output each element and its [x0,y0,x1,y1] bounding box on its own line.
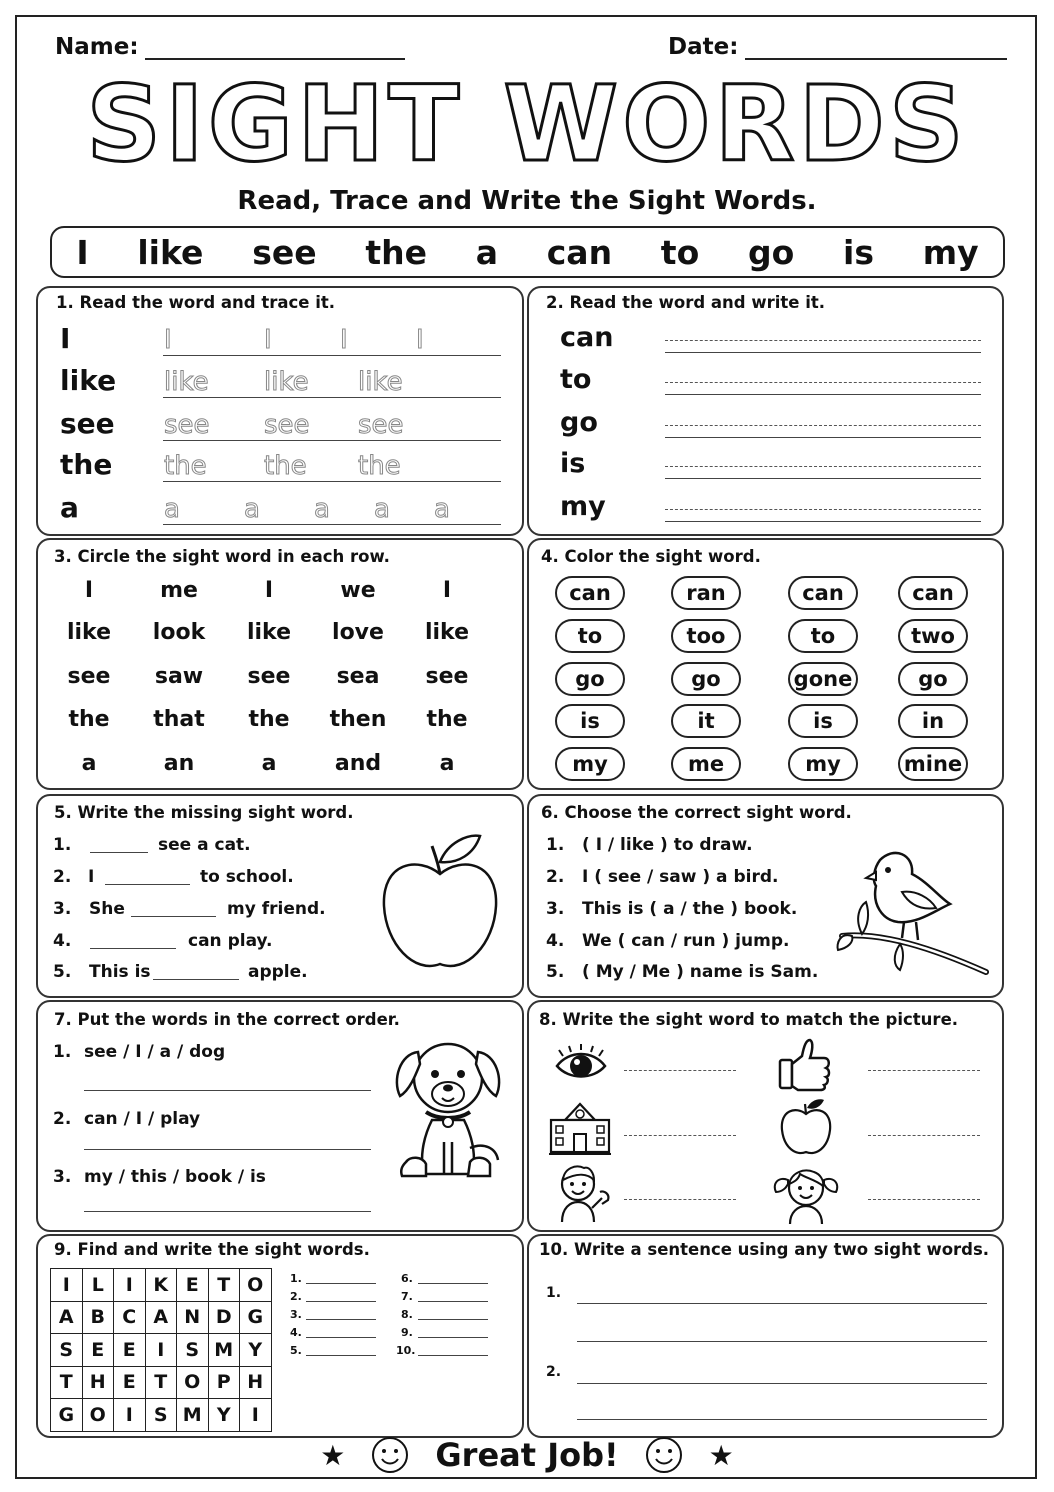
s7-num: 1. [53,1042,72,1062]
answer-line[interactable] [624,1070,736,1071]
grid-letter[interactable]: D [208,1301,240,1334]
grid-letter[interactable]: O [240,1269,272,1302]
trace-text: a [314,494,330,524]
write-word: can [560,322,614,353]
grid-letter[interactable]: K [145,1269,177,1302]
grid-letter[interactable]: T [51,1366,83,1399]
circle-word-option[interactable]: like [424,620,470,645]
answer-line[interactable] [84,1149,371,1150]
s7-text: see / I / a / dog [84,1042,226,1062]
section-9-instruction: 9. Find and write the sight words. [54,1240,370,1259]
s5-text: This is [89,962,151,982]
date-label: Date: [668,34,739,60]
answer-line[interactable] [306,1283,376,1284]
trace-text: like [264,367,309,397]
grid-letter[interactable]: G [51,1399,83,1432]
grid-letter[interactable]: L [82,1269,114,1302]
trace-line[interactable] [163,355,501,356]
answer-line[interactable] [868,1199,980,1200]
blank-line[interactable] [90,948,176,949]
grid-row [51,1334,272,1367]
circle-word-option[interactable]: a [261,751,277,776]
trace-text: like [164,367,209,397]
trace-text: I [164,325,172,355]
grid-letter[interactable]: I [114,1399,146,1432]
color-word-cloud[interactable]: too [671,619,741,653]
word-bank-item: see [252,232,317,272]
s5-text: see a cat. [158,835,251,855]
s7-num: 3. [53,1167,72,1187]
write-line-top[interactable] [665,425,981,426]
grid-letter[interactable]: C [114,1301,146,1334]
color-word-cloud[interactable]: can [555,576,625,610]
trace-text: like [358,367,403,397]
word-bank-item: to [660,232,700,272]
name-label: Name: [55,34,139,60]
section-3-instruction: 3. Circle the sight word in each row. [54,547,390,566]
circle-word-option[interactable]: I [442,578,452,603]
grid-letter[interactable]: O [177,1366,209,1399]
grid-row [51,1366,272,1399]
answer-line[interactable] [84,1090,371,1091]
answer-line[interactable] [624,1135,736,1136]
color-word-cloud[interactable]: mine [898,747,968,781]
grid-letter[interactable]: S [51,1334,83,1367]
grid-letter[interactable]: G [240,1301,272,1334]
answer-line[interactable] [577,1303,987,1304]
word-bank [50,226,1005,278]
grid-letter[interactable]: I [114,1269,146,1302]
section-6-instruction: 6. Choose the correct sight word. [541,803,852,822]
trace-text: see [264,410,310,440]
answer-line[interactable] [306,1319,376,1320]
s10-num: 2. [546,1364,562,1380]
circle-word-option[interactable]: see [247,664,291,689]
circle-word-option[interactable]: look [152,620,206,645]
blank-line[interactable] [153,979,239,980]
trace-text: a [434,494,450,524]
color-word-cloud[interactable]: my [788,747,858,781]
circle-word-option[interactable]: we [340,578,376,603]
s6-sentence[interactable]: This is ( a / the ) book. [582,899,798,919]
trace-text: a [374,494,390,524]
color-word-cloud[interactable]: it [671,704,741,738]
answer-line[interactable] [418,1301,488,1302]
trace-word: see [60,407,115,440]
answer-line[interactable] [577,1383,987,1384]
word-bank-item: the [365,232,427,272]
grid-letter[interactable]: E [82,1334,114,1367]
grid-letter[interactable]: A [145,1301,177,1334]
grid-letter[interactable]: I [51,1269,83,1302]
subtitle: Read, Trace and Write the Sight Words. [237,186,817,216]
s6-num: 1. [546,835,565,855]
blank-line[interactable] [131,916,216,917]
school-icon [547,1100,613,1156]
answer-line[interactable] [306,1301,376,1302]
word-bank-item: go [747,232,795,272]
trace-text: a [244,494,260,524]
circle-word-option[interactable]: that [153,707,205,732]
grid-letter[interactable]: T [208,1269,240,1302]
answer-number: 8. [401,1308,413,1321]
trace-word: a [60,491,79,524]
answer-line[interactable] [868,1135,980,1136]
grid-letter[interactable]: N [177,1301,209,1334]
write-word: to [560,364,592,395]
answer-line[interactable] [84,1211,371,1212]
answer-line[interactable] [418,1319,488,1320]
write-line[interactable] [665,521,981,522]
answer-number: 4. [290,1326,302,1339]
grid-letter[interactable]: M [208,1334,240,1367]
blank-line[interactable] [105,884,190,885]
circle-word-option[interactable]: love [332,620,384,645]
write-word: is [560,448,586,479]
s6-num: 4. [546,931,565,951]
answer-line[interactable] [306,1337,376,1338]
trace-word: I [60,322,71,355]
answer-number: 10. [396,1344,416,1357]
s5-text: apple. [248,962,308,982]
blank-line[interactable] [90,852,148,853]
grid-letter[interactable]: H [82,1366,114,1399]
word-bank-item: is [843,232,874,272]
s5-text: to school. [200,867,294,887]
trace-text: I [416,325,424,355]
s5-text: I [88,867,95,887]
name-line[interactable] [145,58,405,60]
color-word-cloud[interactable]: go [898,662,968,696]
circle-word-option[interactable]: I [84,578,94,603]
color-word-cloud[interactable]: to [788,619,858,653]
grid-letter[interactable]: H [240,1366,272,1399]
write-line-top[interactable] [665,466,981,467]
trace-text: I [264,325,272,355]
circle-word-option[interactable]: see [67,664,111,689]
grid-letter[interactable]: S [145,1399,177,1432]
page-title: SIGHT WORDS [86,63,968,185]
section-10-box [527,1234,1004,1438]
word-bank-item: I [76,232,89,272]
section-8-instruction: 8. Write the sight word to match the picture. [539,1010,959,1029]
circle-word-option[interactable]: like [246,620,292,645]
trace-text: the [358,451,401,481]
answer-line[interactable] [577,1419,987,1420]
s5-num: 3. [53,899,72,919]
s6-sentence[interactable]: We ( can / run ) jump. [582,931,790,951]
circle-word-option[interactable]: an [163,751,195,776]
grid-letter[interactable]: O [82,1399,114,1432]
circle-word-option[interactable]: the [248,707,290,732]
trace-text: see [164,410,210,440]
circle-word-option[interactable]: sea [336,664,380,689]
write-line-top[interactable] [665,382,981,383]
s5-num: 2. [53,867,72,887]
word-bank-item: a [475,232,498,272]
answer-line[interactable] [577,1341,987,1342]
s7-text: can / I / play [84,1109,201,1129]
answer-line[interactable] [418,1283,488,1284]
circle-word-option[interactable]: and [334,751,382,776]
write-line[interactable] [665,478,981,479]
s6-num: 5. [546,962,565,982]
color-word-cloud[interactable]: go [555,662,625,696]
s6-sentence[interactable]: ( I / like ) to draw. [582,835,753,855]
s7-text: my / this / book / is [84,1167,266,1187]
word-bank-item: can [546,232,613,272]
grid-letter[interactable]: I [240,1399,272,1432]
section-10-instruction: 10. Write a sentence using any two sight words. [539,1240,990,1259]
circle-word-option[interactable]: I [264,578,274,603]
girl-icon [770,1162,842,1224]
section-5-instruction: 5. Write the missing sight word. [54,803,354,822]
grid-letter[interactable]: S [177,1334,209,1367]
color-word-cloud[interactable]: gone [788,662,858,696]
color-word-cloud[interactable]: can [898,576,968,610]
footer [0,1436,1054,1474]
circle-word-option[interactable]: the [68,707,110,732]
s6-sentence[interactable]: I ( see / saw ) a bird. [582,867,779,887]
answer-line[interactable] [418,1337,488,1338]
grid-letter[interactable]: A [51,1301,83,1334]
trace-word: like [60,364,117,397]
bird-icon [832,848,992,978]
s5-num: 4. [53,931,72,951]
date-line[interactable] [745,58,1007,60]
color-word-cloud[interactable]: ran [671,576,741,610]
write-word: go [560,407,598,438]
answer-line[interactable] [868,1070,980,1071]
grid-row [51,1269,272,1302]
word-search-grid [50,1268,272,1432]
color-word-cloud[interactable]: two [898,619,968,653]
write-line[interactable] [665,352,981,353]
trace-text: I [340,325,348,355]
grid-letter[interactable]: E [177,1269,209,1302]
trace-line[interactable] [163,481,501,482]
write-line-top[interactable] [665,509,981,510]
grid-letter[interactable]: Y [240,1334,272,1367]
answer-number: 9. [401,1326,413,1339]
circle-word-option[interactable]: a [81,751,97,776]
smiley-icon [371,1436,409,1474]
answer-line[interactable] [624,1199,736,1200]
circle-word-option[interactable]: like [66,620,112,645]
grid-row [51,1399,272,1432]
s10-num: 1. [546,1285,562,1301]
word-bank-item: my [922,232,979,272]
circle-word-option[interactable]: the [426,707,468,732]
color-word-cloud[interactable]: is [555,704,625,738]
trace-text: the [164,451,207,481]
circle-word-option[interactable]: a [439,751,455,776]
color-word-cloud[interactable]: can [788,576,858,610]
section-7-instruction: 7. Put the words in the correct order. [54,1010,400,1029]
answer-number: 7. [401,1290,413,1303]
answer-number: 3. [290,1308,302,1321]
s6-sentence[interactable]: ( My / Me ) name is Sam. [582,962,819,982]
section-2-instruction: 2. Read the word and write it. [546,293,826,312]
answer-number: 5. [290,1344,302,1357]
answer-line[interactable] [306,1355,376,1356]
answer-number: 6. [401,1272,413,1285]
circle-word-option[interactable]: saw [154,664,204,689]
star-icon: ★ [708,1438,734,1472]
s5-num: 1. [53,835,72,855]
s5-text: She [89,899,125,919]
write-line[interactable] [665,394,981,395]
write-line[interactable] [665,437,981,438]
write-line-top[interactable] [665,340,981,341]
color-word-cloud[interactable]: is [788,704,858,738]
color-word-cloud[interactable]: me [671,747,741,781]
smiley-icon [645,1436,683,1474]
circle-word-option[interactable]: me [160,578,198,603]
grid-letter[interactable]: E [114,1334,146,1367]
trace-line[interactable] [163,524,501,525]
color-word-cloud[interactable]: go [671,662,741,696]
trace-word: the [60,448,113,481]
color-word-cloud[interactable]: my [555,747,625,781]
trace-text: see [358,410,404,440]
grid-letter[interactable]: I [145,1334,177,1367]
circle-word-option[interactable]: see [425,664,469,689]
answer-number: 2. [290,1290,302,1303]
boy-icon [554,1160,612,1224]
s6-num: 3. [546,899,565,919]
answer-line[interactable] [418,1355,488,1356]
footer-text: Great Job! [435,1436,619,1474]
grid-letter[interactable]: B [82,1301,114,1334]
eye-icon [553,1044,609,1086]
trace-line[interactable] [163,440,501,441]
s6-num: 2. [546,867,565,887]
answer-number: 1. [290,1272,302,1285]
grid-row [51,1301,272,1334]
trace-text: a [164,494,180,524]
trace-text: the [264,451,307,481]
apple-icon [778,1098,834,1158]
grid-letter[interactable]: Y [208,1399,240,1432]
section-1-instruction: 1. Read the word and trace it. [56,293,336,312]
grid-letter[interactable]: E [114,1366,146,1399]
dog-icon [392,1030,504,1180]
trace-line[interactable] [163,397,501,398]
thumbs-up-icon [776,1036,834,1092]
section-4-instruction: 4. Color the sight word. [541,547,761,566]
apple-icon [378,832,502,976]
grid-letter[interactable]: M [177,1399,209,1432]
word-bank-item: like [137,232,204,272]
s5-num: 5. [53,962,72,982]
grid-letter[interactable]: P [208,1366,240,1399]
s7-num: 2. [53,1109,72,1129]
circle-word-option[interactable]: then [329,707,387,732]
grid-letter[interactable]: T [145,1366,177,1399]
color-word-cloud[interactable]: to [555,619,625,653]
write-word: my [560,491,606,522]
color-word-cloud[interactable]: in [898,704,968,738]
s5-text: my friend. [227,899,326,919]
s5-text: can play. [188,931,273,951]
star-icon: ★ [320,1438,346,1472]
